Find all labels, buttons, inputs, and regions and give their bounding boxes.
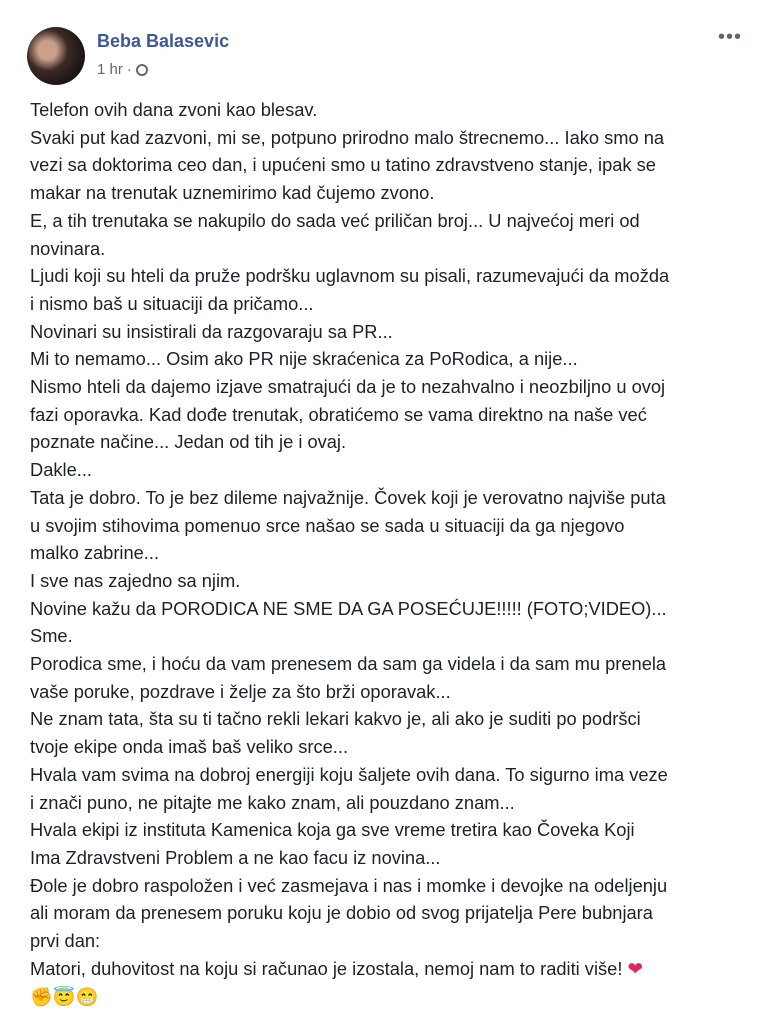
post-text-line: prvi dan:	[30, 930, 101, 952]
post-text-line: Tata je dobro. To je bez dileme najvažnije. Čovek koji je verovatno najviše puta	[30, 486, 666, 508]
post-text-line: malko zabrine...	[30, 542, 160, 564]
post-text-line: Nismo hteli da dajemo izjave smatrajući da je to nezahvalno i neozbiljno u ovoj	[30, 376, 666, 398]
more-options-button[interactable]: •••	[717, 26, 742, 48]
post-text-line: Telefon ovih dana zvoni kao blesav.	[30, 99, 318, 120]
post-text-line: Matori, duhovitost na koju si računao je izostala, nemoj nam to raditi više!	[30, 957, 623, 979]
post-time[interactable]: 1 hr	[97, 61, 123, 78]
post-text-line: Novine kažu da PORODICA NE SME DA GA POSEĆUJE!!!!! (FOTO;VIDEO)...	[30, 597, 667, 619]
post-text-line: novinara.	[30, 237, 106, 259]
post-text-line: i znači puno, ne pitajte me kako znam, ali pouzdano znam...	[30, 791, 515, 813]
post-text-line: Hvala vam svima na dobroj energiji koju šaljete ovih dana. To sigurno ima veze	[30, 763, 668, 785]
post-text-line: Hvala ekipi iz instituta Kamenica koja ga sve vreme tretira kao Čoveka Koji	[30, 819, 635, 841]
post-text-line: Ljudi koji su hteli da pruže podršku uglavnom su pisali, razumevajući da možda	[30, 265, 670, 287]
post-text-line: i nismo baš u situaciji da pričamo...	[30, 292, 314, 314]
post-meta	[97, 61, 148, 78]
emoji-line: ✊😇😁	[30, 985, 99, 1007]
post-text-line: I sve nas zajedno sa njim.	[30, 569, 241, 591]
post-text-line: Đole je dobro raspoložen i već zasmejava i nas i momke i devojke na odeljenju	[30, 874, 668, 896]
post-text-line: makar na trenutak uznemirimo kad čujemo zvono.	[30, 182, 435, 204]
post-text-line: tvoje ekipe onda imaš baš veliko srce...	[30, 736, 349, 758]
post-text-line: Dakle...	[30, 459, 92, 481]
post-text-line: u svojim stihovima pomenuo srce našao se sada u situaciji da ga njegovo	[30, 514, 625, 536]
post-text-line: Porodica sme, i hoću da vam prenesem da sam ga videla i da sam mu prenela	[30, 653, 667, 675]
post-text-line: fazi oporavka. Kad dođe trenutak, obratićemo se vama direktno na naše već	[30, 403, 647, 425]
post-text-line: Ima Zdravstveni Problem a ne kao facu iz novina...	[30, 846, 441, 868]
post-text-line: vaše poruke, pozdrave i želje za što brži oporavak...	[30, 680, 451, 702]
post-text-line: E, a tih trenutaka se nakupilo do sada već priličan broj... U najvećoj meri od	[30, 209, 640, 231]
post-text-line	[30, 955, 669, 983]
globe-icon	[136, 64, 148, 76]
author-name[interactable]: Beba Balasevic	[97, 31, 230, 51]
post-text	[30, 96, 669, 1010]
heart-emoji: ❤	[627, 957, 643, 979]
post-text-line: Mi to nemamo... Osim ako PR nije skraćenica za PoRodica, a nije...	[30, 348, 578, 370]
post-text-line: ali moram da prenesem poruku koju je dobio od svog prijatelja Pere bubnjara	[30, 902, 653, 924]
post-text-line: Novinari su insistirali da razgovaraju sa PR...	[30, 320, 393, 342]
post-text-line: Sme.	[30, 625, 73, 647]
post-text-line: Ne znam tata, šta su ti tačno rekli lekari kakvo je, ali ako je suditi po podršci	[30, 708, 641, 730]
post-text-line: Svaki put kad zazvoni, mi se, potpuno prirodno malo štrecnemo... Iako smo na	[30, 126, 665, 148]
post-text-line: poznate načine... Jedan od tih je i ovaj.	[30, 431, 347, 453]
post-text-line: vezi sa doktorima ceo dan, i upućeni smo u tatino zdravstveno stanje, ipak se	[30, 154, 656, 176]
avatar[interactable]	[27, 27, 85, 85]
separator: ·	[126, 61, 132, 78]
